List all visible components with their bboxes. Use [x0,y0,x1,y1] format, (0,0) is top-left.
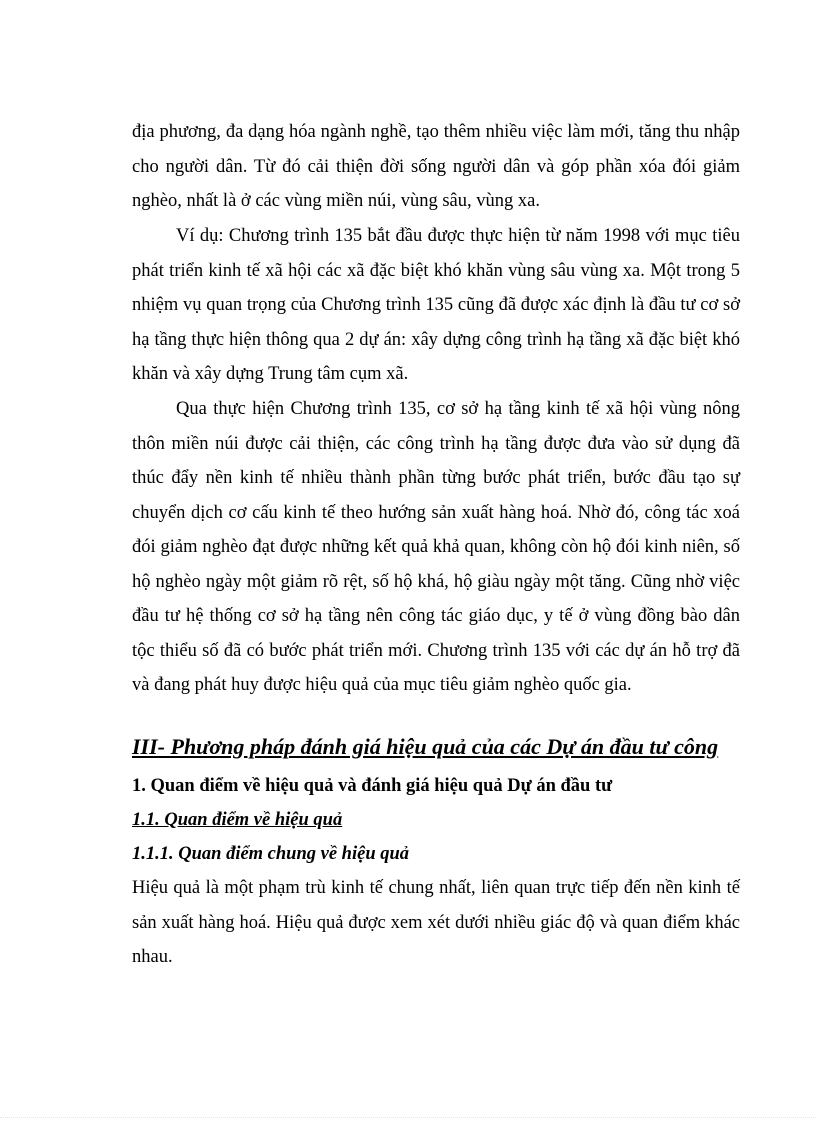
subheading-level-1: 1. Quan điểm về hiệu quả và đánh giá hiệu quả Dự án đầu tư [132,776,613,796]
paragraph-efficiency-definition: Hiệu quả là một phạm trù kinh tế chung nhất, liên quan trực tiếp đến nền kinh tế sản xuất hàng hoá. Hiệu quả được xem xét dưới nhiều giác độ và quan điểm khác nhau. [132,878,740,967]
subheading-level-2: 1.1. Quan điểm về hiệu quả [132,810,343,830]
subheading-level-3: 1.1.1. Quan điểm chung về hiệu quả [132,844,410,864]
page-bottom-divider [0,1117,816,1118]
section-heading: III- Phương pháp đánh giá hiệu quả của các Dự án đầu tư công [132,734,719,759]
paragraph-continuation: địa phương, đa dạng hóa ngành nghề, tạo thêm nhiều việc làm mới, tăng thu nhập cho người dân. Từ đó cải thiện đời sống người dân và góp phần xóa đói giảm nghèo, nhất là ở các vùng miền núi, vùng sâu, vùng xa. [132,122,740,211]
paragraph-example-program-135: Ví dụ: Chương trình 135 bắt đầu được thực hiện từ năm 1998 với mục tiêu phát triển kinh tế xã hội các xã đặc biệt khó khăn vùng sâu vùng xa. Một trong 5 nhiệm vụ quan trọng của Chương trình 135 cũng đã được xác định là đầu tư cơ sở hạ tầng thực hiện thông qua 2 dự án: xây dựng công trình hạ tầng xã đặc biệt khó khăn và xây dựng Trung tâm cụm xã. [132,226,740,384]
paragraph-program-135-results: Qua thực hiện Chương trình 135, cơ sở hạ tầng kinh tế xã hội vùng nông thôn miền núi được cải thiện, các công trình hạ tầng được đưa vào sử dụng đã thúc đẩy nền kinh tế nhiều thành phần từng bước phát triển, bước đầu tạo sự chuyển dịch cơ cấu kinh tế theo hướng sản xuất hàng hoá. Nhờ đó, công tác xoá đói giảm nghèo đạt được những kết quả khả quan, không còn hộ đói kinh niên, số hộ nghèo ngày một giảm rõ rệt, số hộ khá, hộ giàu ngày một tăng. Cũng nhờ việc đầu tư hệ thống cơ sở hạ tầng nên công tác giáo dục, y tế ở vùng đồng bào dân tộc thiểu số đã có bước phát triển mới. Chương trình 135 với các dự án hỗ trợ đã và đang phát huy được hiệu quả của mục tiêu giảm nghèo quốc gia. [132,399,740,695]
